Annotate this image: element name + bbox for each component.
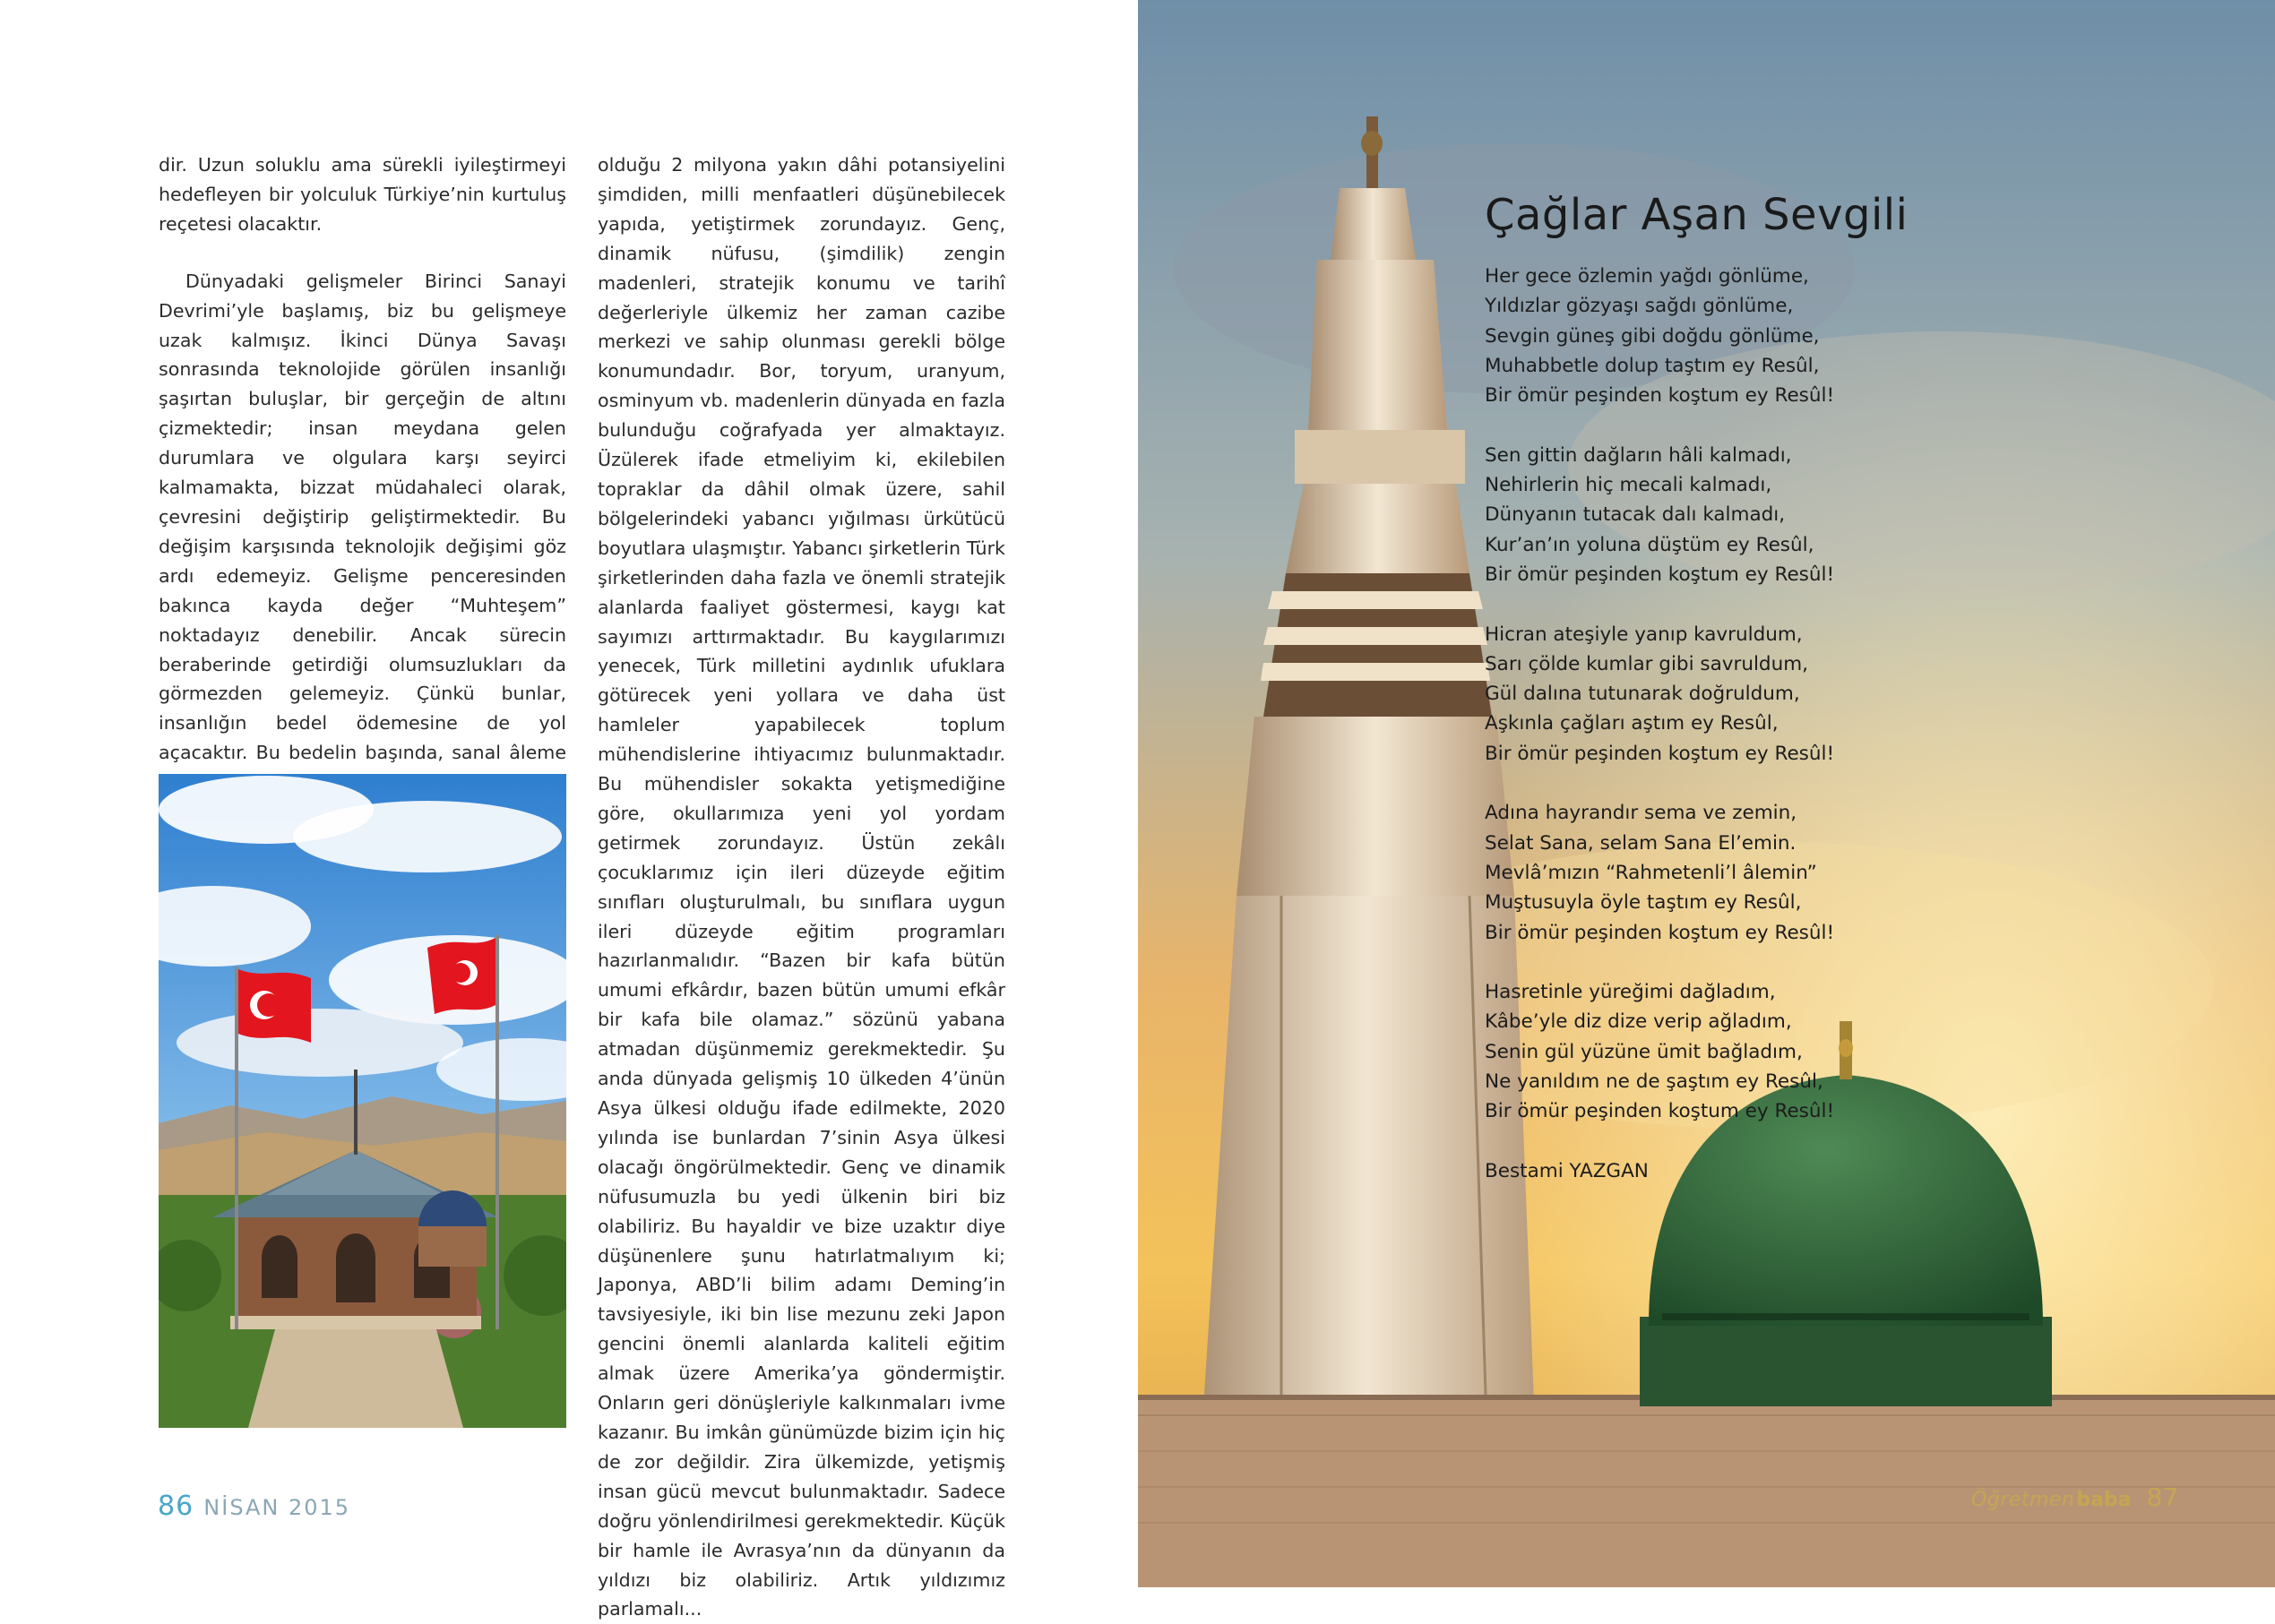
poem-line: Sevgin güneş gibi doğdu gönlüme,: [1485, 324, 1820, 348]
poem-line: Hasretinle yüreğimi dağladım,: [1485, 981, 1776, 1004]
poem-stanza: [1485, 262, 1834, 410]
poem-line: Ne yanıldım ne de şaştım ey Resûl,: [1485, 1070, 1823, 1094]
poem-line: Sarı çölde kumlar gibi savruldum,: [1485, 652, 1808, 675]
poem-stanza: [1485, 620, 1834, 769]
page-number: 87: [2146, 1482, 2179, 1512]
paragraph: Dünyadaki gelişmeler Birinci Sanayi Devrimi’yle başlamış, biz bu gelişmeye uzak kalmışız. İkinci Dünya Savaşı sonrasında teknolojide görülen insanlığı şaşırtan buluşlar, bir gerçeğin de altını çizmektedir; insan meydana gelen durumlara ve olgulara karşı seyirci kalmamakta, bizzat müdahaleci olarak, çevresini değiştirip geliştirmektedir. Bu değişim karşısında teknolojik değişimi göz ardı edemeyiz. Gelişme penceresinden bakınca kayda değer “Muhteşem” noktadayız denebilir. Ancak sürecin beraberinde getirdiği olumsuzlukları da görmezden gelemeyiz. Çünkü bunlar, insanlığın bedel ödemesine de yol açacaktır. Bu bedelin başında, sanal âleme: [159, 270, 566, 764]
poem-line: Her gece özlemin yağdı gönlüme,: [1485, 265, 1809, 288]
poem-line: Mevlâ’mızın “Rahmetenli’l âlemin”: [1485, 861, 1817, 884]
poem-line: Sen gittin dağların hâli kalmadı,: [1485, 443, 1792, 467]
magazine-name-suffix: baba: [2076, 1489, 2132, 1511]
poem-line: Muştusuyla öyle taştım ey Resûl,: [1485, 891, 1802, 915]
poem-stanza: [1485, 977, 1834, 1126]
paragraph: olduğu 2 milyona yakın dâhi potansiyelini şimdiden, milli menfaatleri düşünebilecek yapıda, yetiştirmek zorundayız. Genç, dinamik nüfusu, (şimdilik) zengin madenleri, stratejik konumu ve tarihî değerleriyle ülkemiz her zaman cazibe merkezi ve sahip olunması gerekli bölge konumundadır. Bor, toryum, uranyum, osminyum vb. madenlerin dünyada en fazla bulunduğu coğrafyada yer almaktayız. Üzülerek ifade etmeliyim ki, ekilebilen topraklar da dâhil olmak üzere, sahil bölgelerindeki yabancı yığılması ürkütücü boyutlara ulaşmıştır. Yabancı şirketlerin Türk şirketlerinden daha fazla ve önemli stratejik alanlarda faaliyet göstermesi, kaygı kat sayımızı arttırmaktadır. Bu kaygılarımızı yenecek, Türk milletini aydınlık ufuklara götürecek yeni yollara ve daha üst hamleler yapabilecek toplum mühendislerine ihtiyacımız bulunmaktadır. Bu mühendisler sokakta yetişmediğine göre, okullarımıza yeni yol yordam getirmek zorundayız. Üstün zekâlı çocuklarımız için ileri düzeyde eğitim sınıfları oluşturulmalı, bu sınıflara uygun ileri düzeyde eğitim programları hazırlanmalıdır. “Bazen bir kafa bütün umumi efkârdır, bazen bütün umumi efkâr bir kafa bile olamaz.” sözünü yabana atmadan düşünmemiz gerekmektedir. Şu anda dünyada gelişmiş 10 ülkeden 4’ünün Asya ülkesi olduğu ifade edilmekte, 2020 yılında ise bunlardan 7’sinin Asya ülkesi olacağı öngörülmektedir. Genç ve dinamik nüfusumuzla bu yedi ülkenin biri biz olabiliriz. Bu hayaldir ve bize uzaktır diye düşünenlere şunu hatırlatmalıyım ki; Japonya, ABD’li bilim adamı Deming’in tavsiyesiyle, iki bin lise mezunu zeki Japon gencini önemli alanlarda kaliteli eğitim almak üzere Amerika’ya göndermiştir. Onların geri dönüşleriyle kalkınmaları ivme kazanır. Bu imkân günümüzde bizim için hiç de zor değildir. Zira ülkemizde, yetişmiş insan gücü mevcut bulunmaktadır. Sadece doğru yönlendirilmesi gerekmektedir. Küçük bir hamle ile Avrasya’nın da dünyanın da yıldızı biz olabiliriz. Artık yıldızımız parlamalı...: [598, 154, 1005, 1620]
poem-line: Senin gül yüzüne ümit bağladım,: [1485, 1040, 1803, 1063]
poem-line: Aşkınla çağları aştım ey Resûl,: [1485, 712, 1779, 735]
paragraph: dir. Uzun soluklu ama sürekli iyileştirmeyi hedefleyen bir yolculuk Türkiye’nin kurtuluş reçetesi olacaktır.: [159, 154, 566, 235]
tomb-with-flags-image: [159, 774, 566, 1428]
poem-author: Bestami YAZGAN: [1485, 1159, 1649, 1182]
article-column-1: [159, 150, 566, 856]
poem-line: Nehirlerin hiç mecali kalmadı,: [1485, 474, 1772, 497]
magazine-name: Öğretmen: [1971, 1489, 2075, 1511]
left-page: [0, 0, 1138, 1620]
poem-line: Gül dalına tutunarak doğruldum,: [1485, 683, 1800, 706]
right-page: [1138, 0, 2275, 1587]
issue-date: NİSAN 2015: [203, 1495, 351, 1520]
poem-line: Kâbe’yle diz dize verip ağladım,: [1485, 1010, 1792, 1034]
page-number: 86: [158, 1491, 194, 1522]
article-column-2: [598, 150, 1005, 1624]
poem-line: Kur’an’ın yoluna düştüm ey Resûl,: [1485, 533, 1814, 556]
poem-line: Yıldızlar gözyaşı sağdı gönlüme,: [1485, 295, 1794, 318]
poem-line: Bir ömür peşinden koştum ey Resûl!: [1485, 384, 1835, 408]
page-footer-left: [158, 1491, 350, 1522]
poem: [1485, 262, 1834, 1186]
poem-line: Bir ömür peşinden koştum ey Resûl!: [1485, 742, 1835, 765]
poem-line: Hicran ateşiyle yanıp kavruldum,: [1485, 623, 1803, 646]
poem-line: Bir ömür peşinden koştum ey Resûl!: [1485, 563, 1835, 586]
poem-line: Bir ömür peşinden koştum ey Resûl!: [1485, 921, 1835, 944]
page-footer-right: [1971, 1482, 2178, 1512]
poem-line: Dünyanın tutacak dalı kalmadı,: [1485, 503, 1786, 527]
poem-line: Bir ömür peşinden koştum ey Resûl!: [1485, 1100, 1835, 1123]
poem-title: Çağlar Aşan Sevgili: [1485, 190, 1909, 240]
monument-photo: [159, 774, 566, 1428]
poem-line: Adına hayrandır sema ve zemin,: [1485, 802, 1797, 825]
poem-line: Muhabbetle dolup taştım ey Resûl,: [1485, 354, 1820, 377]
poem-stanza: [1485, 441, 1834, 589]
poem-line: Selat Sana, selam Sana El’emin.: [1485, 831, 1797, 855]
poem-stanza: [1485, 798, 1834, 947]
